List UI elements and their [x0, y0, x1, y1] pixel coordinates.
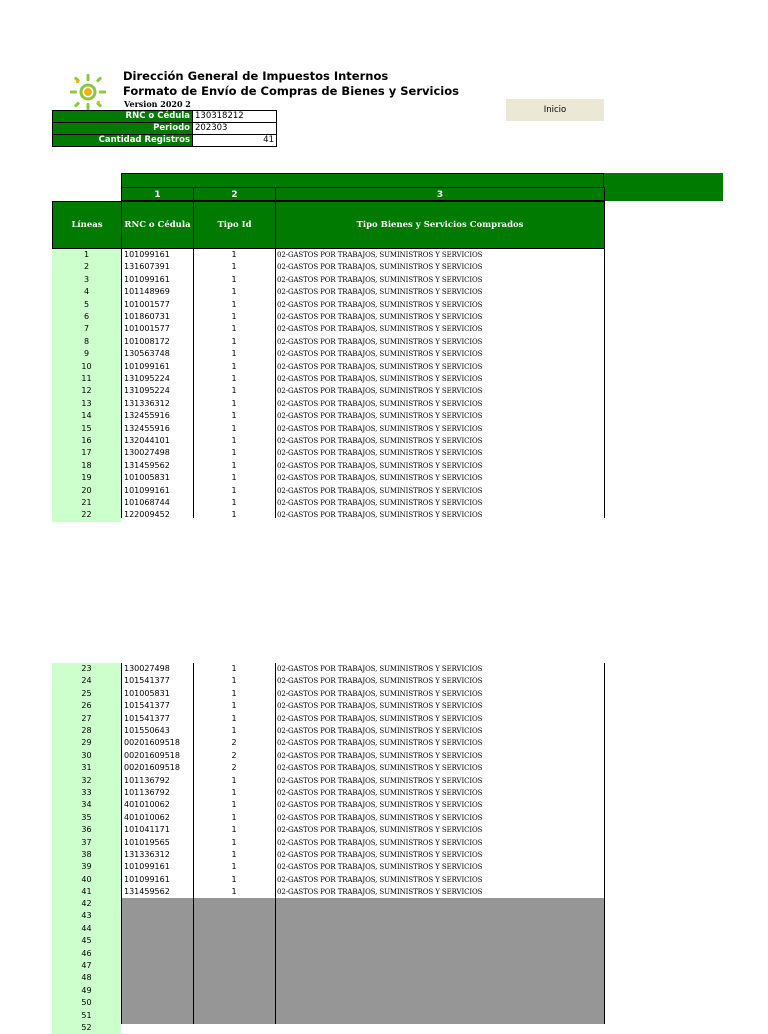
rnc-cell[interactable]: 132455916: [124, 423, 170, 433]
rnc-cell[interactable]: 101541377: [124, 676, 170, 686]
tipo-id-cell[interactable]: 1: [231, 436, 237, 445]
rnc-cell[interactable]: 132455916: [124, 411, 170, 421]
line-number-cell: 32: [52, 775, 121, 787]
line-number-cell: 15: [52, 423, 121, 435]
tipo-id-cell[interactable]: 1: [231, 664, 237, 673]
header-band-border: [121, 173, 604, 187]
rnc-cell[interactable]: 101099161: [124, 250, 170, 259]
tipo-id-cell[interactable]: 1: [231, 448, 237, 458]
tipo-bienes-cell[interactable]: 02-GASTOS POR TRABAJOS, SUMINISTROS Y SERVICIOS: [277, 275, 483, 284]
rnc-cell[interactable]: 101099161: [124, 862, 170, 872]
line-number-cell: 45: [52, 935, 121, 947]
rnc-cell[interactable]: 131336312: [124, 398, 170, 408]
column-number-2: 2: [193, 187, 276, 201]
line-number-cell: 39: [52, 861, 121, 873]
rnc-cell[interactable]: 101099161: [124, 874, 170, 884]
rnc-cell[interactable]: 131095224: [124, 374, 170, 383]
rnc-cell[interactable]: 101541377: [124, 713, 170, 723]
rnc-cell[interactable]: 101005831: [124, 688, 170, 698]
grid-line: [193, 249, 194, 518]
rnc-cell[interactable]: 401010062: [124, 812, 170, 822]
tipo-id-cell[interactable]: 1: [231, 262, 237, 272]
tipo-bienes-cell[interactable]: 02-GASTOS POR TRABAJOS, SUMINISTROS Y SERVICIOS: [277, 689, 483, 698]
tipo-id-cell[interactable]: 1: [231, 726, 237, 735]
tipo-bienes-cell[interactable]: 02-GASTOS POR TRABAJOS, SUMINISTROS Y SERVICIOS: [277, 437, 483, 445]
column-header-lineas: Líneas: [52, 201, 122, 249]
rnc-cell[interactable]: 101541377: [124, 701, 170, 711]
rnc-cell[interactable]: 101148969: [124, 287, 170, 297]
tipo-id-cell[interactable]: 1: [231, 312, 237, 321]
empty-cells-rnc: [122, 898, 193, 1024]
tipo-bienes-cell[interactable]: 02-GASTOS POR TRABAJOS, SUMINISTROS Y SERVICIOS: [277, 313, 483, 321]
line-number-cell: 41: [52, 886, 121, 898]
rnc-cell[interactable]: 101041171: [124, 825, 170, 835]
info-table: [52, 110, 277, 147]
tipo-bienes-cell[interactable]: 02-GASTOS POR TRABAJOS, SUMINISTROS Y SERVICIOS: [277, 727, 483, 735]
line-number-cell: 40: [52, 874, 121, 886]
rnc-cell[interactable]: 101550643: [124, 726, 170, 735]
tipo-bienes-cell[interactable]: 02-GASTOS POR TRABAJOS, SUMINISTROS Y SERVICIOS: [277, 739, 483, 748]
line-number-cell: 13: [52, 398, 121, 410]
tipo-bienes-cell[interactable]: 02-GASTOS POR TRABAJOS, SUMINISTROS Y SERVICIOS: [277, 702, 483, 711]
line-number-cell: 2: [52, 261, 121, 273]
line-number-cell: 27: [52, 713, 121, 725]
rnc-cell[interactable]: 131459562: [124, 887, 170, 897]
line-number-cell: 5: [52, 299, 121, 311]
tipo-bienes-cell[interactable]: 02-GASTOS POR TRABAJOS, SUMINISTROS Y SERVICIOS: [277, 486, 483, 495]
line-number-cell: 21: [52, 497, 121, 509]
tipo-bienes-cell[interactable]: 02-GASTOS POR TRABAJOS, SUMINISTROS Y SERVICIOS: [277, 499, 483, 507]
tipo-bienes-cell[interactable]: 02-GASTOS POR TRABAJOS, SUMINISTROS Y SERVICIOS: [277, 888, 483, 897]
tipo-id-cell[interactable]: 1: [231, 701, 237, 711]
line-number-cell: 38: [52, 849, 121, 861]
tipo-id-cell[interactable]: 1: [231, 800, 237, 810]
line-number-cell: 33: [52, 787, 121, 799]
line-number-cell: 51: [52, 1010, 121, 1022]
tipo-bienes-cell[interactable]: 02-GASTOS POR TRABAJOS, SUMINISTROS Y SERVICIOS: [277, 751, 483, 760]
page-subtitle: Formato de Envío de Compras de Bienes y Servicios: [123, 84, 459, 98]
rnc-cell[interactable]: 122009452: [124, 510, 170, 520]
rnc-cell[interactable]: 101099161: [124, 361, 170, 371]
line-number-cell: 20: [52, 485, 121, 497]
tipo-bienes-cell[interactable]: 02-GASTOS POR TRABAJOS, SUMINISTROS Y SERVICIOS: [277, 851, 483, 859]
rnc-cell[interactable]: 130027498: [124, 448, 170, 458]
rnc-cell[interactable]: 101099161: [124, 485, 170, 495]
empty-cells-bienes: [276, 898, 604, 1024]
tipo-bienes-cell[interactable]: 02-GASTOS POR TRABAJOS, SUMINISTROS Y SERVICIOS: [277, 665, 483, 673]
column-number-3: 3: [275, 187, 605, 201]
line-number-cell: 19: [52, 472, 121, 484]
tipo-bienes-cell[interactable]: 02-GASTOS POR TRABAJOS, SUMINISTROS Y SERVICIOS: [277, 362, 483, 371]
line-number-cell: 18: [52, 460, 121, 472]
tipo-bienes-cell[interactable]: 02-GASTOS POR TRABAJOS, SUMINISTROS Y SERVICIOS: [277, 764, 483, 773]
line-number-cell: 42: [52, 898, 121, 910]
tipo-id-cell[interactable]: 1: [231, 460, 237, 470]
tipo-bienes-cell[interactable]: 02-GASTOS POR TRABAJOS, SUMINISTROS Y SERVICIOS: [277, 375, 483, 383]
tipo-bienes-cell[interactable]: 02-GASTOS POR TRABAJOS, SUMINISTROS Y SERVICIOS: [277, 801, 483, 810]
line-number-cell: 4: [52, 286, 121, 298]
grid-line: [275, 249, 276, 518]
tipo-id-cell[interactable]: 1: [231, 336, 237, 346]
line-number-cell: 25: [52, 688, 121, 700]
tipo-bienes-cell[interactable]: 02-GASTOS POR TRABAJOS, SUMINISTROS Y SERVICIOS: [277, 789, 483, 797]
line-number-cell: 31: [52, 762, 121, 774]
line-number-cell: 44: [52, 923, 121, 935]
page-title: Dirección General de Impuestos Internos: [123, 69, 389, 83]
rnc-cell[interactable]: 101860731: [124, 312, 170, 321]
tipo-bienes-cell[interactable]: 02-GASTOS POR TRABAJOS, SUMINISTROS Y SERVICIOS: [277, 263, 483, 272]
line-number-cell: 8: [52, 336, 121, 348]
line-number-cell: 10: [52, 361, 121, 373]
rnc-cell[interactable]: 101008172: [124, 336, 170, 346]
rnc-cell[interactable]: 131459562: [124, 460, 170, 470]
line-number-cell: 23: [52, 663, 121, 675]
line-number-cell: 43: [52, 910, 121, 922]
line-number-cell: 50: [52, 997, 121, 1009]
cantidad-value-cell[interactable]: 41: [193, 135, 277, 147]
tipo-bienes-cell[interactable]: 02-GASTOS POR TRABAJOS, SUMINISTROS Y SERVICIOS: [277, 300, 483, 309]
rnc-cell[interactable]: 101005831: [124, 473, 170, 483]
line-number-cell: 52: [52, 1022, 121, 1034]
line-number-cell: 9: [52, 348, 121, 360]
periodo-value-cell[interactable]: 202303: [193, 123, 277, 135]
tipo-id-cell[interactable]: 1: [231, 423, 237, 433]
tipo-id-cell[interactable]: 1: [231, 411, 237, 421]
rnc-cell[interactable]: 131336312: [124, 850, 170, 859]
rnc-cell[interactable]: 101001577: [124, 299, 170, 309]
periodo-label: Periodo: [53, 123, 193, 135]
line-number-cell: 26: [52, 700, 121, 712]
tipo-bienes-cell[interactable]: 02-GASTOS POR TRABAJOS, SUMINISTROS Y SERVICIOS: [277, 288, 483, 297]
dgii-logo: [68, 72, 108, 112]
tipo-bienes-cell[interactable]: 02-GASTOS POR TRABAJOS, SUMINISTROS Y SERVICIOS: [277, 838, 483, 847]
line-number-cell: 16: [52, 435, 121, 447]
line-number-cell: 35: [52, 812, 121, 824]
tipo-id-cell[interactable]: 1: [231, 874, 237, 884]
empty-cells-tipo: [194, 898, 275, 1024]
line-number-cell: 3: [52, 274, 121, 286]
rnc-cell[interactable]: 101019565: [124, 837, 170, 847]
tipo-id-cell[interactable]: 1: [231, 485, 237, 495]
tipo-id-cell[interactable]: 1: [231, 837, 237, 847]
tipo-id-cell[interactable]: 1: [231, 287, 237, 297]
tipo-bienes-cell[interactable]: 02-GASTOS POR TRABAJOS, SUMINISTROS Y SERVICIOS: [277, 251, 483, 259]
rnc-cell[interactable]: 130027498: [124, 664, 170, 673]
rnc-cell[interactable]: 101099161: [124, 274, 170, 284]
rnc-cell[interactable]: 131607391: [124, 262, 170, 272]
rnc-cell[interactable]: 132044101: [124, 436, 170, 445]
rnc-value-cell[interactable]: 130318212: [193, 111, 277, 123]
column-header-tipo: Tipo Id: [193, 201, 276, 249]
line-number-cell: 49: [52, 985, 121, 997]
tipo-bienes-cell[interactable]: 02-GASTOS POR TRABAJOS, SUMINISTROS Y SERVICIOS: [277, 325, 483, 334]
tipo-bienes-cell[interactable]: 02-GASTOS POR TRABAJOS, SUMINISTROS Y SERVICIOS: [277, 412, 483, 421]
tipo-id-cell[interactable]: 1: [231, 788, 237, 797]
tipo-id-cell[interactable]: 1: [231, 676, 237, 686]
tipo-id-cell[interactable]: 1: [231, 349, 237, 359]
tipo-id-cell[interactable]: 1: [231, 386, 237, 396]
tipo-bienes-cell[interactable]: 02-GASTOS POR TRABAJOS, SUMINISTROS Y SERVICIOS: [277, 424, 483, 433]
line-number-cell: 24: [52, 675, 121, 687]
tipo-bienes-cell[interactable]: 02-GASTOS POR TRABAJOS, SUMINISTROS Y SERVICIOS: [277, 813, 483, 822]
line-number-cell: 37: [52, 837, 121, 849]
tipo-id-cell[interactable]: 1: [231, 274, 237, 284]
line-number-cell: 12: [52, 385, 121, 397]
tipo-id-cell[interactable]: 2: [231, 750, 237, 760]
tipo-id-cell[interactable]: 1: [231, 361, 237, 371]
cantidad-label: Cantidad Registros: [53, 135, 193, 147]
column-number-1: 1: [121, 187, 194, 201]
tipo-id-cell[interactable]: 1: [231, 398, 237, 408]
line-number-cell: 46: [52, 948, 121, 960]
line-number-cell: 36: [52, 824, 121, 836]
rnc-cell[interactable]: 101068744: [124, 498, 170, 507]
tipo-bienes-cell[interactable]: 02-GASTOS POR TRABAJOS, SUMINISTROS Y SERVICIOS: [277, 474, 483, 483]
tipo-bienes-cell[interactable]: 02-GASTOS POR TRABAJOS, SUMINISTROS Y SERVICIOS: [277, 511, 483, 520]
rnc-cell[interactable]: 101136792: [124, 775, 170, 785]
tipo-id-cell[interactable]: 1: [231, 862, 237, 872]
tipo-id-cell[interactable]: 1: [231, 887, 237, 897]
column-header-bienes: Tipo Bienes y Servicios Comprados: [275, 201, 605, 249]
line-number-cell: 17: [52, 447, 121, 459]
tipo-bienes-cell[interactable]: 02-GASTOS POR TRABAJOS, SUMINISTROS Y SERVICIOS: [277, 776, 483, 785]
tipo-bienes-cell[interactable]: 02-GASTOS POR TRABAJOS, SUMINISTROS Y SERVICIOS: [277, 449, 483, 458]
line-number-cell: 6: [52, 311, 121, 323]
line-number-cell: 22: [52, 509, 121, 521]
tipo-bienes-cell[interactable]: 02-GASTOS POR TRABAJOS, SUMINISTROS Y SERVICIOS: [277, 863, 483, 872]
tipo-bienes-cell[interactable]: 02-GASTOS POR TRABAJOS, SUMINISTROS Y SERVICIOS: [277, 387, 483, 396]
tipo-id-cell[interactable]: 1: [231, 374, 237, 383]
tipo-bienes-cell[interactable]: 02-GASTOS POR TRABAJOS, SUMINISTROS Y SERVICIOS: [277, 337, 483, 346]
tipo-bienes-cell[interactable]: 02-GASTOS POR TRABAJOS, SUMINISTROS Y SERVICIOS: [277, 826, 483, 835]
line-number-cell: 28: [52, 725, 121, 737]
tipo-id-cell[interactable]: 1: [231, 473, 237, 483]
tipo-id-cell[interactable]: 2: [231, 763, 237, 773]
tipo-id-cell[interactable]: 1: [231, 510, 237, 520]
tipo-id-cell[interactable]: 1: [231, 250, 237, 259]
tipo-bienes-cell[interactable]: 02-GASTOS POR TRABAJOS, SUMINISTROS Y SERVICIOS: [277, 461, 483, 470]
line-number-cell: 14: [52, 410, 121, 422]
grid-line: [604, 663, 605, 1024]
inicio-button[interactable]: Inicio: [506, 99, 604, 121]
grid-line: [121, 249, 122, 518]
tipo-id-cell[interactable]: 1: [231, 688, 237, 698]
tipo-id-cell[interactable]: 1: [231, 324, 237, 334]
line-number-cell: 48: [52, 972, 121, 984]
line-number-cell: 30: [52, 750, 121, 762]
rnc-cell[interactable]: 401010062: [124, 800, 170, 810]
rnc-cell[interactable]: 101136792: [124, 788, 170, 797]
version-label: Version 2020 2: [124, 99, 191, 109]
grid-line: [604, 249, 605, 518]
tipo-id-cell[interactable]: 1: [231, 299, 237, 309]
rnc-label: RNC o Cédula: [53, 111, 193, 123]
line-number-cell: 11: [52, 373, 121, 385]
tipo-bienes-cell[interactable]: 02-GASTOS POR TRABAJOS, SUMINISTROS Y SERVICIOS: [277, 399, 483, 408]
line-number-cell: 34: [52, 799, 121, 811]
rnc-cell[interactable]: 101001577: [124, 324, 170, 334]
line-number-cell: 47: [52, 960, 121, 972]
tipo-id-cell[interactable]: 1: [231, 825, 237, 835]
tipo-id-cell[interactable]: 1: [231, 850, 237, 859]
rnc-cell[interactable]: 00201609518: [124, 738, 180, 748]
rnc-cell[interactable]: 00201609518: [124, 763, 180, 773]
line-number-cell: 29: [52, 737, 121, 749]
rnc-cell[interactable]: 130563748: [124, 349, 170, 359]
rnc-cell[interactable]: 131095224: [124, 386, 170, 396]
tipo-bienes-cell[interactable]: 02-GASTOS POR TRABAJOS, SUMINISTROS Y SERVICIOS: [277, 714, 483, 723]
line-number-cell: 7: [52, 323, 121, 335]
tipo-id-cell[interactable]: 1: [231, 713, 237, 723]
line-number-cell: 1: [52, 249, 121, 261]
column-header-rnc: RNC o Cédula: [121, 201, 194, 249]
tipo-bienes-cell[interactable]: 02-GASTOS POR TRABAJOS, SUMINISTROS Y SERVICIOS: [277, 677, 483, 686]
tipo-id-cell[interactable]: 1: [231, 775, 237, 785]
rnc-cell[interactable]: 00201609518: [124, 750, 180, 760]
tipo-bienes-cell[interactable]: 02-GASTOS POR TRABAJOS, SUMINISTROS Y SERVICIOS: [277, 350, 483, 359]
tipo-id-cell[interactable]: 2: [231, 738, 237, 748]
tipo-id-cell[interactable]: 1: [231, 498, 237, 507]
tipo-id-cell[interactable]: 1: [231, 812, 237, 822]
tipo-bienes-cell[interactable]: 02-GASTOS POR TRABAJOS, SUMINISTROS Y SERVICIOS: [277, 875, 483, 884]
